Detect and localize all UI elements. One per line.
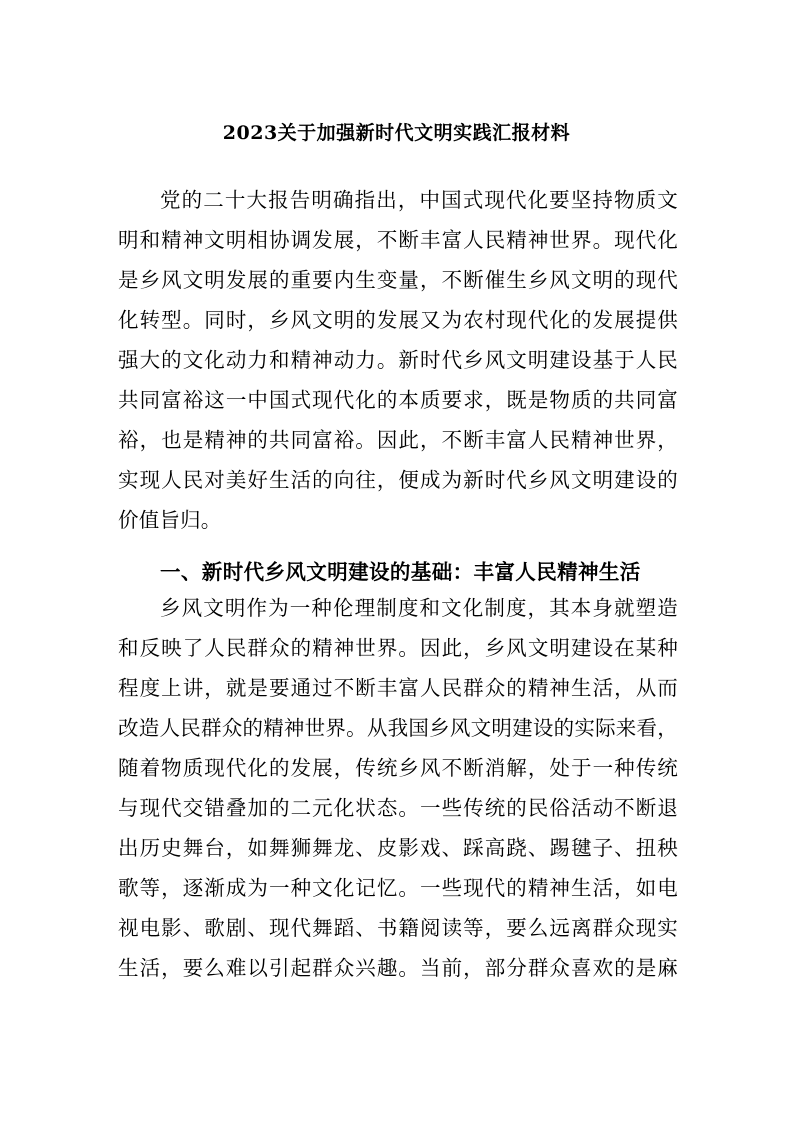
- paragraph-2-line: 改造人民群众的精神世界。从我国乡风文明建设的实际来看，: [118, 716, 678, 740]
- paragraph-2-line: 随着物质现代化的发展，传统乡风不断消解，处于一种传统: [118, 756, 678, 780]
- paragraph-1: [118, 180, 678, 540]
- document-title: 2023关于加强新时代文明实践汇报材料: [222, 122, 571, 144]
- paragraph-1-line: 是乡风文明发展的重要内生变量，不断催生乡风文明的现代: [118, 268, 678, 292]
- paragraph-1-line: 裕，也是精神的共同富裕。因此，不断丰富人民精神世界，: [118, 428, 678, 452]
- paragraph-1-line: 价值旨归。: [118, 508, 222, 532]
- paragraph-2-line: 生活，要么难以引起群众兴趣。当前，部分群众喜欢的是麻: [118, 956, 678, 980]
- paragraph-1-line: 化转型。同时，乡风文明的发展又为农村现代化的发展提供: [118, 308, 678, 332]
- paragraph-2-line: 和反映了人民群众的精神世界。因此，乡风文明建设在某种: [118, 636, 678, 660]
- paragraph-2-line: 歌等，逐渐成为一种文化记忆。一些现代的精神生活，如电: [118, 876, 678, 900]
- paragraph-2-line: 与现代交错叠加的二元化状态。一些传统的民俗活动不断退: [118, 796, 678, 820]
- paragraph-1-line: 明和精神文明相协调发展，不断丰富人民精神世界。现代化: [118, 228, 678, 252]
- paragraph-2-line: 出历史舞台，如舞狮舞龙、皮影戏、踩高跷、踢毽子、扭秧: [118, 836, 678, 860]
- paragraph-1-line: 党的二十大报告明确指出，中国式现代化要坚持物质文: [160, 188, 678, 212]
- paragraph-2-line: 视电影、歌剧、现代舞蹈、书籍阅读等，要么远离群众现实: [118, 916, 678, 940]
- paragraph-1-line: 共同富裕这一中国式现代化的本质要求，既是物质的共同富: [118, 388, 678, 412]
- paragraph-1-line: 强大的文化动力和精神动力。新时代乡风文明建设基于人民: [118, 348, 678, 372]
- paragraph-2: [118, 588, 678, 988]
- paragraph-1-line: 实现人民对美好生活的向往，便成为新时代乡风文明建设的: [118, 468, 678, 492]
- paragraph-2-line: 乡风文明作为一种伦理制度和文化制度，其本身就塑造: [160, 596, 678, 620]
- section-heading-1: 一、新时代乡风文明建设的基础：丰富人民精神生活: [160, 560, 641, 584]
- paragraph-2-line: 程度上讲，就是要通过不断丰富人民群众的精神生活，从而: [118, 676, 678, 700]
